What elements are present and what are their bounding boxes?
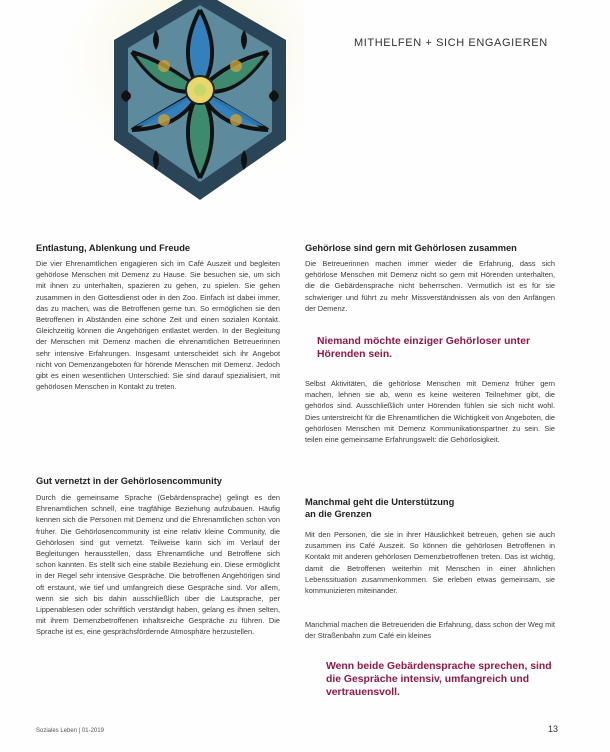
footer-publication: Soziales Leben | 01-2019 [36, 728, 104, 734]
heading-gut-vernetzt: Gut vernetzt in der Gehörlosencommunity [36, 476, 222, 486]
heading-gehoerlose: Gehörlose sind gern mit Gehörlosen zusammen [305, 243, 517, 253]
pull-quote-gebaerdensprache: Wenn beide Gebärdensprache sprechen, sind die Gespräche intensiv, umfangreich und vertrauensvoll. [326, 661, 552, 698]
section-label: MITHELFEN + SICH ENGAGIEREN [354, 37, 548, 49]
paragraph-gehoerlose: Die Betreuerinnen machen immer wieder die Erfahrung, dass sich gehörlose Menschen mit Demenz nicht so gern mit Hörenden unterhalten, die die Gebärdensprache nicht beherrschen. Vermutlich ist es für sie schwieriger und führt zu mehr Missverständnissen als von den Anfängen der Demenz. [305, 259, 555, 313]
paragraph-grenzen: Mit den Personen, die sie in ihrer Häuslichkeit betreuen, gehen sie auch zusammen ins Café Auszeit. So können die gehörlosen Betroffenen in Kontakt mit anderen gehörlosen Demenzbetroffenen treten. Das ist wichtig, damit die Betroffenen weiterhin mit Menschen in einer ähnlichen Lebenssituation zusammenkommen. Sie erleben etwas gemeinsam, sie kommunizieren miteinander. [305, 530, 555, 596]
paragraph-entlastung: Die vier Ehrenamtlichen engagieren sich im Café Auszeit und begleiten gehörlose Menschen mit Demenz zu Hause. Sie besuchen sie, um sich mit ihnen zu unterhalten, spazieren zu gehen, zu spielen. Sie gehen zusammen in den Gottesdienst oder in den Zoo. Einfach ist dabei immer, das zu machen, was die Betroffenen gerne tun. So ermöglichen sie den Betroffenen in Abständen eine schöne Zeit und einen sozialen Kontakt. Gleichzeitig können die Angehörigen entlastet werden. In der Begleitung der Menschen mit Demenz machen die ehrenamtlichen Betreuerinnen sehr intensive Erfahrungen. Insgesamt unterscheidet sich ihr Angebot nicht von Demenzangeboten für hörende Menschen mit Demenz. Jedoch gibt es einen wesentlichen Unterschied: Sie sind darauf spezialisiert, mit gehörlosen Menschen in Kontakt zu treten. [36, 259, 280, 392]
paragraph-aktivitaeten: Selbst Aktivitäten, die gehörlose Menschen mit Demenz früher gern machen, lehnen sie ab, wenn es keine weiteren Teilnehmer gibt, die gehörlos sind. Ausschließlich unter Hörenden fühlen sie sich nicht wohl. Dies unterstreicht für die Ehrenamtlichen die Wichtigkeit von Angeboten, die gehörlosen Menschen mit Demenz Kommunikationspartner zu sein. Sie teilen eine gemeinsame Erfahrungswelt: die Gehörlosigkeit. [305, 379, 555, 445]
page-number: 13 [548, 724, 559, 734]
pull-quote-niemand: Niemand möchte einziger Gehörloser unter Hörenden sein. [317, 336, 531, 360]
heading-grenzen-1: Manchmal geht die Unterstützung [305, 497, 455, 507]
stained-glass-image [36, 0, 304, 206]
paragraph-manchmal: Manchmal machen die Betreuenden die Erfahrung, dass schon der Weg mit der Straßenbahn zum Café ein kleines [305, 620, 555, 641]
heading-entlastung: Entlastung, Ablenkung und Freude [36, 243, 191, 253]
paragraph-gut-vernetzt: Durch die gemeinsame Sprache (Gebärdensprache) gelingt es den Ehrenamtlichen schnell, eine tragfähige Beziehung aufzubauen. Häufig kennen sich die Personen mit Demenz und die Ehrenamtlichen schon von früher. Die Gehörlosencommunity ist eine relativ kleine Community, die Gehörlosen sind gut vernetzt. Teilweise kann sich im Verlauf der Begleitungen herausstellen, dass Ehrenamtliche und Betroffene sich schon kannten. Es stellt sich eine stabile Beziehung ein. Diese ermöglicht in der Regel sehr intensive Gespräche. Die betroffenen Angehörigen sind oft erstaunt, wie tief und umfangreich diese Gespräche sind. Vor allem, wenn sie sich bis dahin ausschließlich über die Lautsprache, per Lippenablesen oder schriftlich verständigt haben, gelang es ihnen selten, mit ihrem Demenzbetroffenen inhaltsreiche Gespräche zu führen. Die Sprache ist es, eine gesprächsfördernde Atmosphäre herzustellen. [36, 493, 280, 637]
heading-grenzen-2: an die Grenzen [305, 509, 372, 519]
